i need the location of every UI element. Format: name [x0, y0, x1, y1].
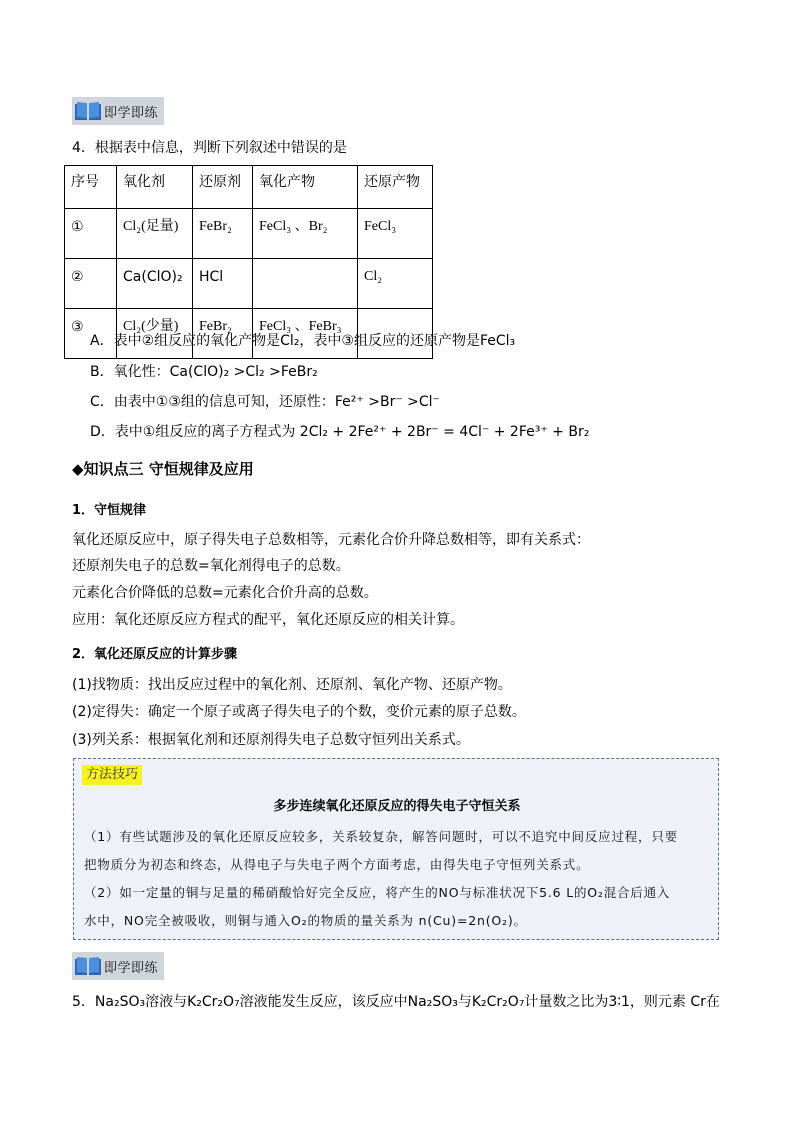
tip-tag: 方法技巧 [82, 765, 142, 785]
info-table [64, 165, 433, 359]
subsection-title: 2．氧化还原反应的计算步骤 [72, 647, 238, 662]
option-c: C．由表中①③组的信息可知，还原性：Fe²⁺ >Br⁻ >Cl⁻ [90, 394, 440, 410]
practice-banner [72, 97, 164, 125]
option-a: A．表中②组反应的氧化产物是Cl₂，表中③组反应的还原产物是FeCl₃ [90, 333, 516, 349]
header-cell: 氧化剂 [117, 166, 193, 209]
header-cell: 还原剂 [193, 166, 253, 209]
table-header-row [65, 166, 433, 209]
subsection-title: 1．守恒规律 [72, 503, 147, 518]
header-cell: 还原产物 [358, 166, 433, 209]
table-cell: Cl₂(少量) [117, 309, 193, 359]
table-cell: FeBr₂ [193, 209, 253, 259]
tip-paragraph: 把物质分为初态和终态，从得电子与失电子两个方面考虑，由得失电子守恒列关系式。 [84, 857, 590, 872]
table-cell: ① [65, 209, 117, 259]
table-cell: ② [65, 259, 117, 309]
book-icon [74, 956, 102, 976]
table-row [65, 259, 433, 309]
option-d: D．表中①组反应的离子方程式为 2Cl₂ + 2Fe²⁺ + 2Br⁻ = 4Cl⁻ + 2Fe³⁺ + Br₂ [90, 424, 590, 440]
header-cell: 氧化产物 [253, 166, 358, 209]
tip-title: 多步连续氧化还原反应的得失电子守恒关系 [273, 799, 521, 814]
body-text: 应用：氧化还原反应方程式的配平，氧化还原反应的相关计算。 [72, 612, 464, 628]
tip-paragraph: （2）如一定量的铜与足量的稀硝酸恰好完全反应，将产生的NO与标准状况下5.6 L的O₂混合后通入 [84, 885, 671, 900]
body-text: 元素化合价降低的总数=元素化合价升高的总数。 [72, 585, 378, 601]
tip-paragraph: 水中，NO完全被吸收，则铜与通入O₂的物质的量关系为 n(Cu)=2n(O₂)。 [84, 913, 527, 928]
question-4-stem: 4．根据表中信息，判断下列叙述中错误的是 [72, 140, 347, 156]
option-b: B．氧化性：Ca(ClO)₂ >Cl₂ >FeBr₂ [90, 364, 318, 380]
body-text: (2)定得失：确定一个原子或离子得失电子的个数，变价元素的原子总数。 [72, 704, 526, 720]
table-cell: HCl [193, 259, 253, 309]
body-text: (3)列关系：根据氧化剂和还原剂得失电子总数守恒列出关系式。 [72, 732, 470, 748]
section-heading: ◆知识点三 守恒规律及应用 [72, 460, 254, 478]
book-icon [74, 101, 102, 121]
table-cell [253, 259, 358, 309]
table-cell: FeBr₂ [193, 309, 253, 359]
table-cell: FeCl₃ 、Br₂ [253, 209, 358, 259]
body-text: 氧化还原反应中，原子得失电子总数相等，元素化合价升降总数相等，即有关系式： [72, 532, 590, 548]
table-row [65, 209, 433, 259]
header-cell: 序号 [65, 166, 117, 209]
banner-label: 即学即练 [104, 106, 159, 121]
body-text: 还原剂失电子的总数=氧化剂得电子的总数。 [72, 558, 350, 574]
banner-label: 即学即练 [104, 961, 159, 976]
table-cell: Cl₂(足量) [117, 209, 193, 259]
table-cell: Cl₂ [358, 259, 433, 309]
tip-paragraph: （1）有些试题涉及的氧化还原反应较多，关系较复杂，解答问题时，可以不追究中间反应过程，只要 [84, 829, 678, 844]
question-5-stem: 5．Na₂SO₃溶液与K₂Cr₂O₇溶液能发生反应，该反应中Na₂SO₃与K₂Cr₂O₇计量数之比为3∶1，则元素 Cr在 [72, 994, 720, 1010]
table-cell: ③ [65, 309, 117, 359]
body-text: (1)找物质：找出反应过程中的氧化剂、还原剂、氧化产物、还原产物。 [72, 677, 512, 693]
method-tip-box [73, 758, 719, 940]
table-cell: FeCl₃ [358, 209, 433, 259]
table-cell: Ca(ClO)₂ [117, 259, 193, 309]
practice-banner [72, 952, 164, 980]
table-cell: FeCl₃ 、FeBr₃ [253, 309, 358, 359]
